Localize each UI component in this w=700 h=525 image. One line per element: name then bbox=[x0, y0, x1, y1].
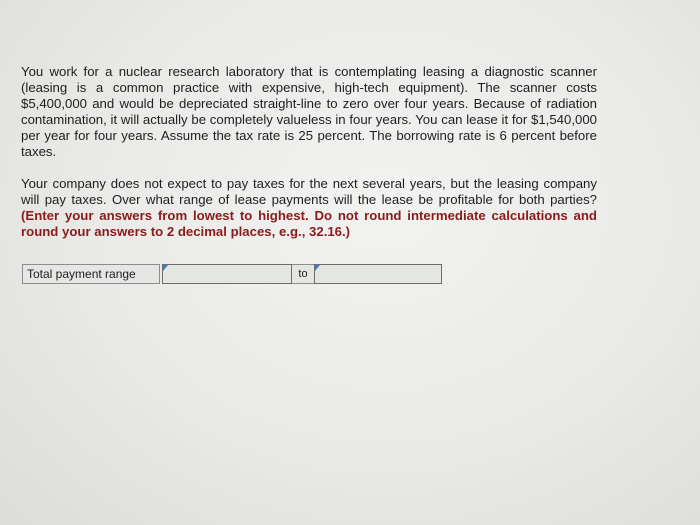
question-text bbox=[21, 64, 597, 240]
answer-instruction: (Enter your answers from lowest to highest. Do not round intermediate calculations and round your answers to 2 decimal places, e.g., 32.16.) bbox=[21, 208, 597, 239]
question-paragraph-2-text: Your company does not expect to pay taxes for the next several years, but the leasing company will pay taxes. Over what range of lease payments will the lease be profitable for both parties? bbox=[21, 176, 597, 207]
range-separator-label: to bbox=[292, 264, 314, 284]
answer-row bbox=[22, 264, 442, 284]
total-payment-range-label: Total payment range bbox=[22, 264, 160, 284]
question-paragraph-1: You work for a nuclear research laboratory that is contemplating leasing a diagnostic scanner (leasing is a common practice with expensive, high-tech equipment). The scanner costs $5,400,000 and would be depreciated straight-line to zero over four years. Because of radiation contamination, it will actually be completely valueless in four years. You can lease it for $1,540,000 per year for four years. Assume the tax rate is 25 percent. The borrowing rate is 6 percent before taxes. bbox=[21, 64, 597, 159]
low-payment-input-cell[interactable] bbox=[162, 264, 292, 284]
low-payment-input[interactable] bbox=[163, 265, 291, 283]
high-payment-input-cell[interactable] bbox=[314, 264, 442, 284]
question-paragraph-2 bbox=[21, 176, 597, 240]
high-payment-input[interactable] bbox=[315, 265, 441, 283]
